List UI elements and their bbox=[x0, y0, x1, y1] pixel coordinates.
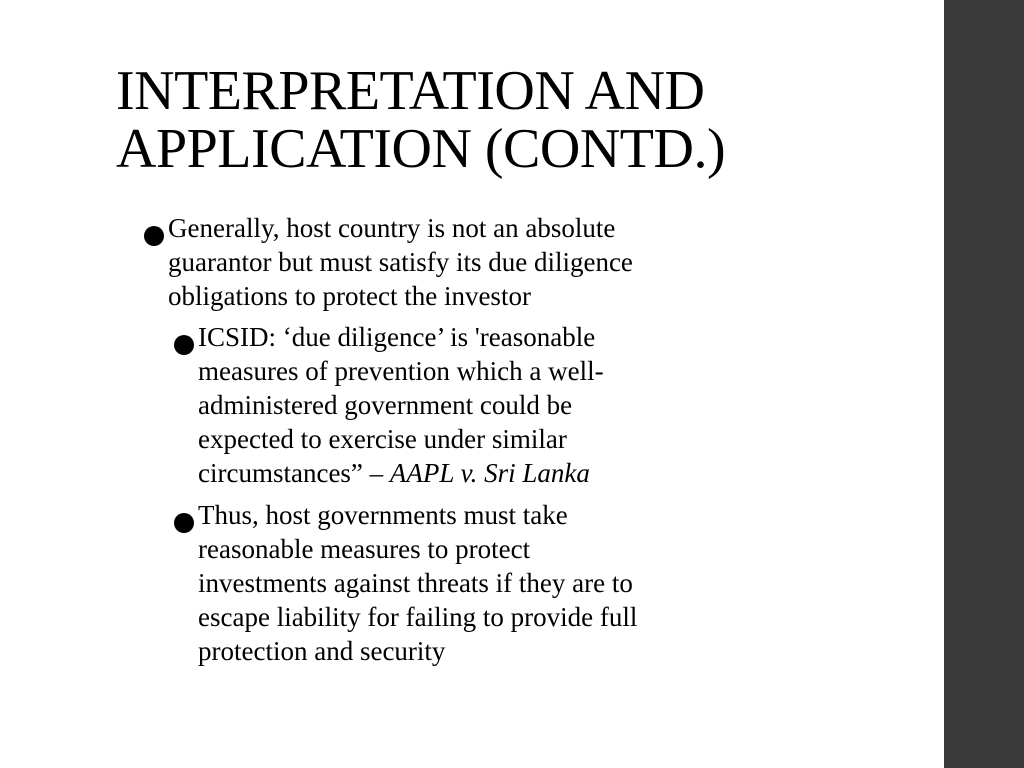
bullet-line-with-citation bbox=[198, 456, 904, 490]
bullet-dot-icon bbox=[174, 335, 194, 355]
bullet-line: Generally, host country is not an absolute bbox=[168, 213, 616, 243]
title-line-2: APPLICATION (CONTD.) bbox=[116, 118, 726, 180]
bullet-text bbox=[168, 211, 904, 313]
bullet-item bbox=[144, 211, 904, 313]
bullet-line: circumstances” – bbox=[198, 458, 390, 488]
bullet-line: administered government could be bbox=[198, 390, 573, 420]
case-citation: AAPL v. Sri Lanka bbox=[389, 458, 590, 488]
bullet-line: guarantor but must satisfy its due diligence bbox=[168, 247, 633, 277]
bullet-line: obligations to protect the investor bbox=[168, 281, 531, 311]
bullet-dot-icon bbox=[144, 226, 164, 246]
bullet-text bbox=[198, 498, 904, 668]
sub-bullet-item bbox=[174, 320, 904, 490]
bullet-line: investments against threats if they are to bbox=[198, 568, 633, 598]
bullet-dot-icon bbox=[174, 513, 194, 533]
bullet-line: escape liability for failing to provide full bbox=[198, 602, 638, 632]
slide-title bbox=[116, 62, 916, 178]
bullet-text bbox=[198, 320, 904, 490]
bullet-line: ICSID: ‘due diligence’ is 'reasonable bbox=[198, 322, 596, 352]
bullet-line: Thus, host governments must take bbox=[198, 500, 568, 530]
slide-sidebar bbox=[944, 0, 1024, 768]
title-line-1: INTERPRETATION AND bbox=[116, 60, 705, 122]
bullet-line: expected to exercise under similar bbox=[198, 424, 567, 454]
bullet-line: measures of prevention which a well- bbox=[198, 356, 604, 386]
sub-bullet-item bbox=[174, 498, 904, 668]
bullet-line: protection and security bbox=[198, 636, 446, 666]
bullet-line: reasonable measures to protect bbox=[198, 534, 531, 564]
